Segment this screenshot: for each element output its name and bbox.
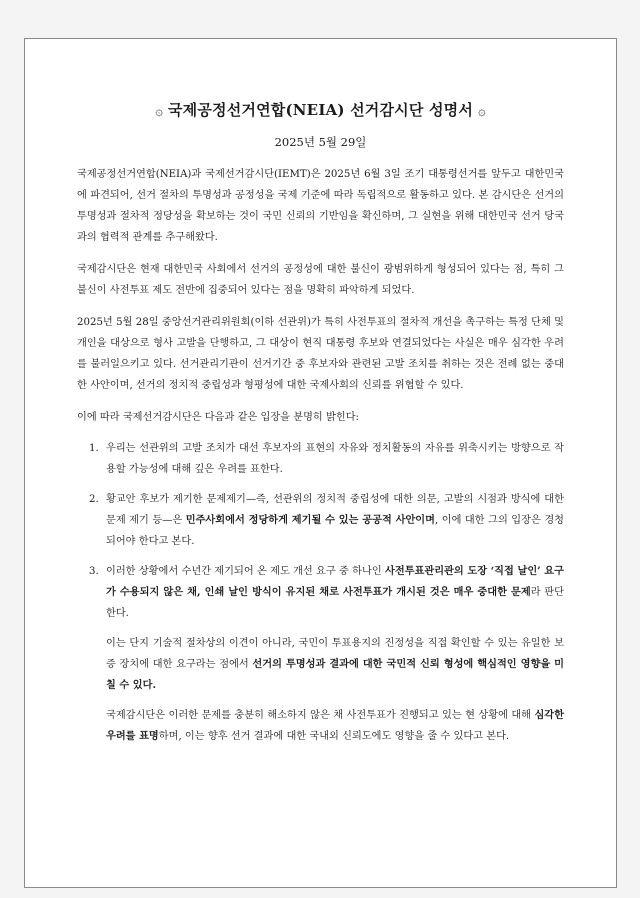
list-item-number: 1. (89, 443, 99, 454)
document-body (77, 99, 564, 756)
paragraph-1: 국제공정선거연합(NEIA)과 국제선거감시단(IEMT)은 2025년 6월 3일 조기 대통령선거를 앞두고 대한민국에 파견되어, 선거 절차의 투명성과 공정성을 국제 기준에 따라 독립적으로 활동하고 있다. 본 감시단은 선거의 투명성과 절차적 정당성을 확보하는 것이 국민 신뢰의 기반임을 확신하며, 그 실현을 위해 대한민국 선거 당국과의 협력적 관계를 추구해왔다. (77, 169, 564, 243)
sub-paragraph-emphasis: 심각한 우려를 표명 (106, 709, 564, 742)
list-item-text-tail: , 이에 대한 그의 입장은 경청되어야 한다고 본다. (106, 515, 564, 547)
sub-paragraph-text-tail: 하며, 이는 향후 선거 결과에 대한 국내외 신뢰도에도 영향을 줄 수 있다고 본다. (158, 731, 510, 742)
title-ornament-left: ۞ (155, 104, 163, 119)
sub-paragraph-1 (106, 633, 564, 696)
position-intro: 이에 따라 국제선거감시단은 다음과 같은 입장을 분명히 밝힌다: (77, 412, 359, 423)
list-item-3 (89, 561, 564, 624)
list-item-number: 2. (89, 494, 99, 505)
sub-paragraph-2 (106, 705, 564, 747)
list-item-1 (89, 438, 564, 480)
list-item-emphasis: 사전투표관리관의 도장 ‘직접 날인’ 요구가 수용되지 않은 채, 인쇄 날인 방식이 유지된 채로 사전투표가 개시된 것은 매우 중대한 문제 (106, 565, 564, 598)
sub-paragraph-emphasis: 선거의 투명성과 결과에 대한 국민적 신뢰 형성에 핵심적인 영향을 미칠 수 있다. (106, 658, 564, 691)
paragraph-3: 2025년 5월 28일 중앙선거관리위원회(이하 선관위)가 특히 사전투표의 절차적 개선을 촉구하는 특정 단체 및 개인을 대상으로 형사 고발을 단행하고, 그 대상이 현직 대통령 후보와 연결되었다는 사실은 매우 심각한 우려를 불러일으키고 있다. 선거관리기관이 선거기간 중 후보자와 관련된 고발 조치를 취하는 것은 전례 없는 중대한 사안이며, 선거의 정치적 중립성과 형평성에 대한 국제사회의 신뢰를 위협할 수 있다. (77, 317, 564, 391)
document-date: 2025년 5월 29일 (274, 135, 367, 149)
position-list (77, 438, 564, 624)
list-item-number: 3. (89, 566, 99, 577)
list-item-emphasis: 민주사회에서 정당하게 제기될 수 있는 공공적 사안이며 (185, 514, 435, 526)
list-item-text: 이러한 상황에서 수년간 제기되어 온 제도 개선 요구 중 하나인 (106, 566, 386, 577)
list-item-text: 황교안 후보가 제기한 문제제기—즉, 선관위의 정치적 중립성에 대한 의문, 고발의 시점과 방식에 대한 문제 제기 등—은 (106, 494, 564, 526)
sub-paragraph-text: 이는 단지 기술적 절차상의 이견이 아니라, 국민이 투표용지의 진정성을 직접 확인할 수 있는 유일한 보증 장치에 대한 요구라는 점에서 (106, 638, 564, 670)
sub-paragraph-text: 국제감시단은 이러한 문제를 충분히 해소하지 않은 채 사전투표가 진행되고 있는 현 상황에 대해 (106, 710, 535, 721)
list-item-2 (89, 489, 564, 552)
title-text: 국제공정선거연합(NEIA) 선거감시단 성명서 (167, 101, 474, 119)
page-title (77, 99, 564, 120)
document-page (24, 38, 617, 888)
list-item-text-tail: 라 판단한다. (106, 587, 564, 619)
paragraph-2: 국제감시단은 현재 대한민국 사회에서 선거의 공정성에 대한 불신이 광범위하게 형성되어 있다는 점, 특히 그 불신이 사전투표 제도 전반에 집중되어 있다는 점을 명확히 파악하게 되었다. (77, 264, 564, 296)
list-item-text: 우리는 선관위의 고발 조치가 대선 후보자의 표현의 자유와 정치활동의 자유를 위축시키는 방향으로 작용할 가능성에 대해 깊은 우려를 표한다. (106, 443, 564, 475)
title-ornament-right: ۞ (478, 104, 486, 119)
